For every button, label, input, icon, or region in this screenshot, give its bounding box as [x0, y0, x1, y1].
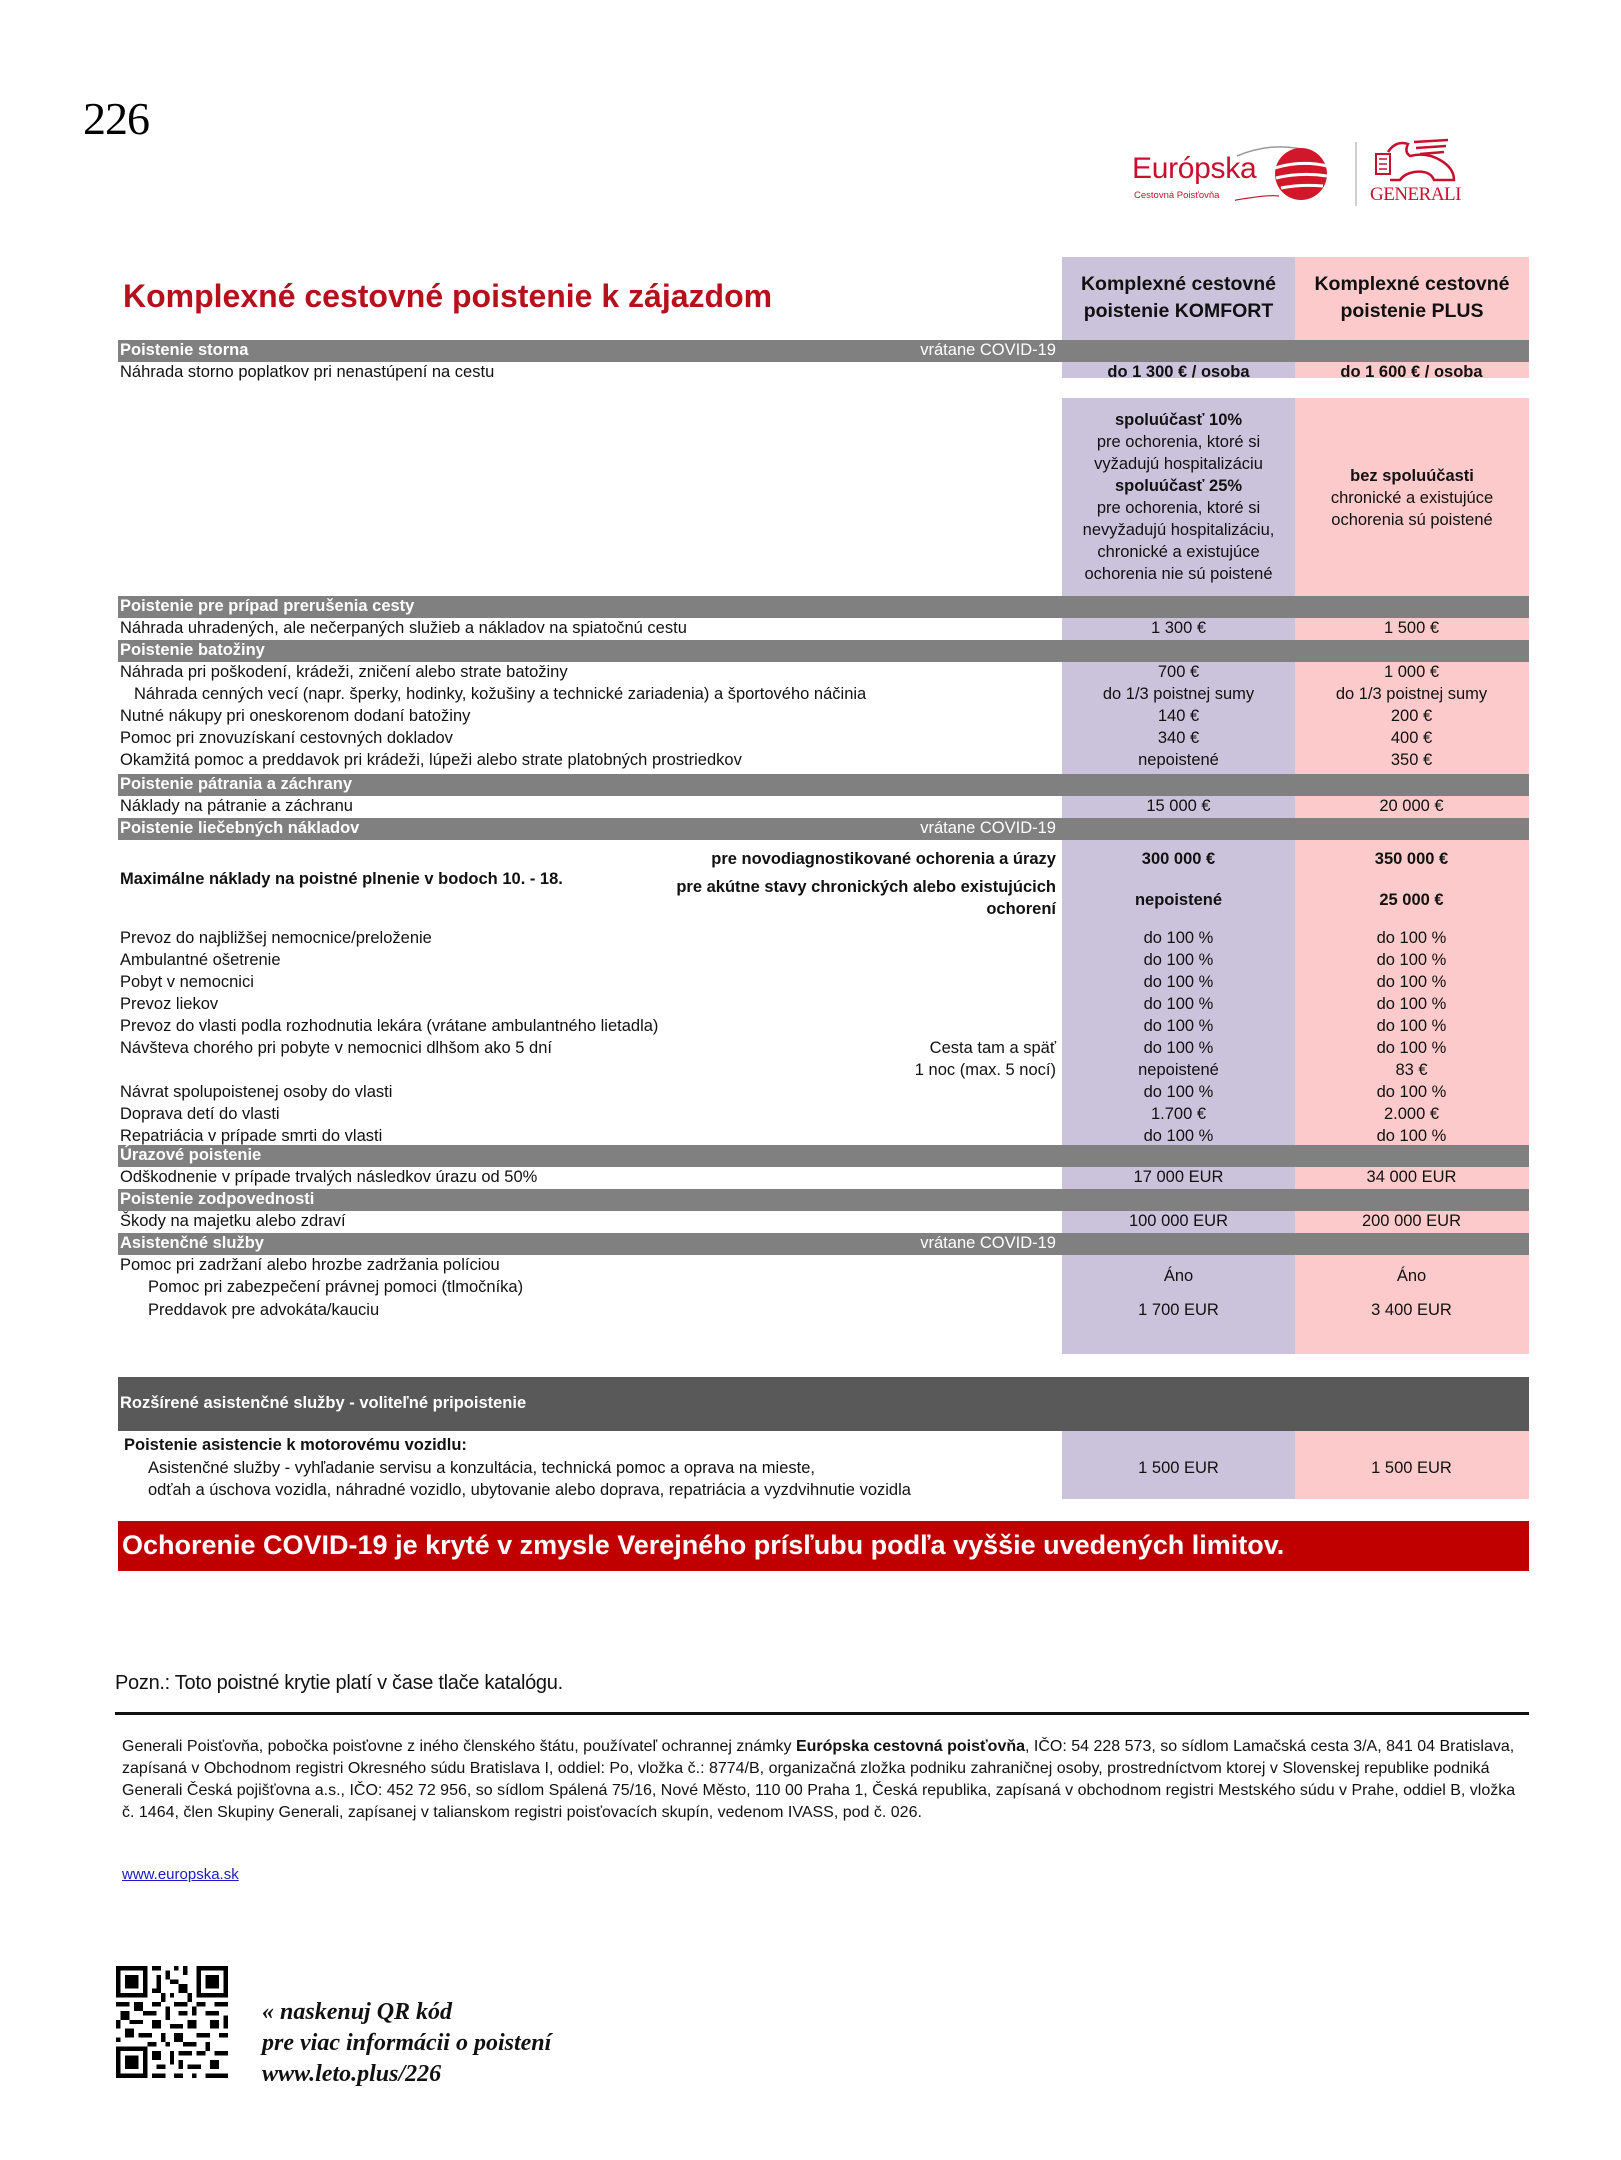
section-batozina: Poistenie batožiny: [118, 640, 1529, 662]
table-row: Prevoz do vlasti podla rozhodnutia lekára (vrátane ambulantného lietadla) do 100 % do 100 %: [120, 1017, 1447, 1035]
generali-logo-text: GENERALI: [1370, 184, 1461, 205]
legal-text: Generali Poisťovňa, pobočka poisťovne z iného členského štátu, používateľ ochrannej známky Európska cestovná poisťovňa, IČO: 54 228 573, so sídlom Lamačská cesta 3/A, 841 04 Bratislava, zapísaná v Obchodnom registri Okresného súdu Bratislava I, oddiel: Po, vložka č.: 8774/B, organizačná zložka podniku zahraničnej osoby, prostredníctvom ktorej v Slovenskej republike podniká Generali Česká pojišťovna a.s., IČO: 452 72 956, so sídlom Spálená 75/16, Nové Město, 110 00 Praha 1, Česká republika, zapísaná v obchodnom registri Mestského súdu v Prahe, oddiel B, vložka č. 1464, člen Skupiny Generali, zapísanej v talianskom registri poisťovacích skupín, vedenom IVASS, pod č. 026.: [122, 1738, 1516, 1821]
section-zodpovednost: Poistenie zodpovednosti: [118, 1189, 1529, 1211]
page-title: Komplexné cestovné poistenie k zájazdom: [123, 278, 773, 314]
table-row: Škody na majetku alebo zdraví 100 000 EUR 200 000 EUR: [120, 1212, 1462, 1230]
section-storno: Poistenie storna vrátane COVID-19: [118, 340, 1529, 362]
extended-services-header: Rozšírené asistenčné služby - voliteľné pripoistenie: [118, 1377, 1529, 1431]
table-row: Ambulantné ošetrenie do 100 % do 100 %: [120, 951, 1447, 969]
qr-caption: « naskenuj QR kód pre viac informácii o poistení www.leto.plus/226: [262, 1999, 552, 2087]
table-row: Náhrada pri poškodení, krádeži, zničení alebo strate batožiny 700 € 1 000 €: [120, 663, 1440, 681]
section-liecebne: Poistenie liečebných nákladov vrátane COVID-19: [118, 818, 1529, 840]
plus-storno-terms: bez spoluúčasti chronické a existujúce ochorenia sú poistené: [1330, 467, 1494, 529]
lion-icon: [1374, 138, 1458, 184]
column-header-plus: Komplexné cestovné poistenie PLUS: [1314, 273, 1510, 322]
table-row: Asistenčné služby - vyhľadanie servisu a konzultácia, technická pomoc a oprava na mieste, 1 500 EUR 1 500 EUR: [148, 1459, 1452, 1477]
table-row: Náhrada storno poplatkov pri nenastúpení na cestu do 1 300 € / osoba do 1 600 € / osoba: [120, 363, 1483, 381]
table-row: Prevoz liekov do 100 % do 100 %: [120, 995, 1447, 1013]
table-row: Preddavok pre advokáta/kauciu 1 700 EUR 3 400 EUR: [148, 1301, 1452, 1319]
page-number: 226: [83, 93, 149, 144]
footnote: Pozn.: Toto poistné krytie platí v čase tlače katalógu.: [115, 1672, 563, 1694]
komfort-storno-terms: spoluúčasť 10% pre ochorenia, ktoré si vyžadujú hospitalizáciu spoluúčasť 25% pre ochorenia, ktoré si nevyžadujú hospitalizáciu, chronické a existujúce ochorenia nie sú poistené: [1082, 411, 1275, 583]
qr-code-icon: [116, 1966, 228, 2078]
europska-logo-subtext: Cestovná Poisťovňa: [1134, 190, 1220, 201]
table-row: Okamžitá pomoc a preddavok pri krádeži, lúpeži alebo strate platobných prostriedkov nepoistené 350 €: [120, 751, 1433, 769]
table-row: 1 noc (max. 5 nocí) nepoistené 83 €: [914, 1061, 1428, 1079]
column-header-komfort: Komplexné cestovné poistenie KOMFORT: [1080, 273, 1277, 322]
table-row: Odškodnenie v prípade trvalých následkov úrazu od 50% 17 000 EUR 34 000 EUR: [120, 1168, 1457, 1186]
europska-logo-text: Európska: [1132, 152, 1257, 185]
divider: [115, 1712, 1529, 1715]
table-row: Nutné nákupy pri oneskorenom dodaní batožiny 140 € 200 €: [120, 707, 1433, 725]
globe-icon: [1235, 142, 1335, 202]
section-prerusenie: Poistenie pre prípad prerušenia cesty: [118, 596, 1529, 618]
europska-logo: [1130, 138, 1340, 210]
section-patranie: Poistenie pátrania a záchrany: [118, 774, 1529, 796]
table-row: Áno Áno: [1163, 1267, 1427, 1285]
section-urazove: Úrazové poistenie: [118, 1145, 1529, 1167]
generali-logo: [1370, 138, 1470, 210]
table-row: Pomoc pri znovuzískaní cestovných dokladov 340 € 400 €: [120, 729, 1433, 747]
table-row: Návšteva chorého pri pobyte v nemocnici dlhšom ako 5 dní Cesta tam a späť do 100 % do 100 %: [120, 1039, 1447, 1057]
website-link[interactable]: www.europska.sk: [122, 1866, 239, 1883]
table-row: Doprava detí do vlasti 1.700 € 2.000 €: [120, 1105, 1440, 1123]
logo-area: [1130, 138, 1470, 210]
table-row: Repatriácia v prípade smrti do vlasti do 100 % do 100 %: [120, 1127, 1447, 1145]
table-row: Pobyt v nemocnici do 100 % do 100 %: [120, 973, 1447, 991]
table-row: Pomoc pri zadržaní alebo hrozbe zadržania políciou: [120, 1256, 500, 1274]
table-row: Návrat spolupoistenej osoby do vlasti do 100 % do 100 %: [120, 1083, 1447, 1101]
table-row: Prevoz do najbližšej nemocnice/preloženie do 100 % do 100 %: [120, 929, 1447, 947]
table-row: Poistenie asistencie k motorovému vozidlu:: [124, 1436, 467, 1454]
logo-divider: [1355, 142, 1357, 206]
covid-banner: Ochorenie COVID-19 je kryté v zmysle Verejného prísľubu podľa vyššie uvedených limitov.: [118, 1521, 1529, 1571]
table-row: Pomoc pri zabezpečení právnej pomoci (tlmočníka): [148, 1278, 524, 1296]
max-costs-row: Maximálne náklady na poistné plnenie v bodoch 10. - 18. pre novodiagnostikované ochorenia a úrazy pre akútne stavy chronických alebo existujúcich ochorení 300 000 € 350 000 € nepoistené 25 000 €: [120, 850, 1449, 918]
table-row: Náhrada cenných vecí (napr. šperky, hodinky, kožušiny a technické zariadenia) a športového náčinia do 1/3 poistnej sumy do 1/3 poistnej sumy: [134, 685, 1488, 703]
section-asistencne: Asistenčné služby vrátane COVID-19: [118, 1233, 1529, 1255]
table-row: Náklady na pátranie a záchranu 15 000 € 20 000 €: [120, 797, 1444, 815]
table-row: Náhrada uhradených, ale nečerpaných služieb a nákladov na spiatočnú cestu 1 300 € 1 500 €: [120, 619, 1440, 637]
table-row: odťah a úschova vozidla, náhradné vozidlo, ubytovanie alebo doprava, repatriácia a vyzdvihnutie vozidla: [148, 1481, 911, 1499]
